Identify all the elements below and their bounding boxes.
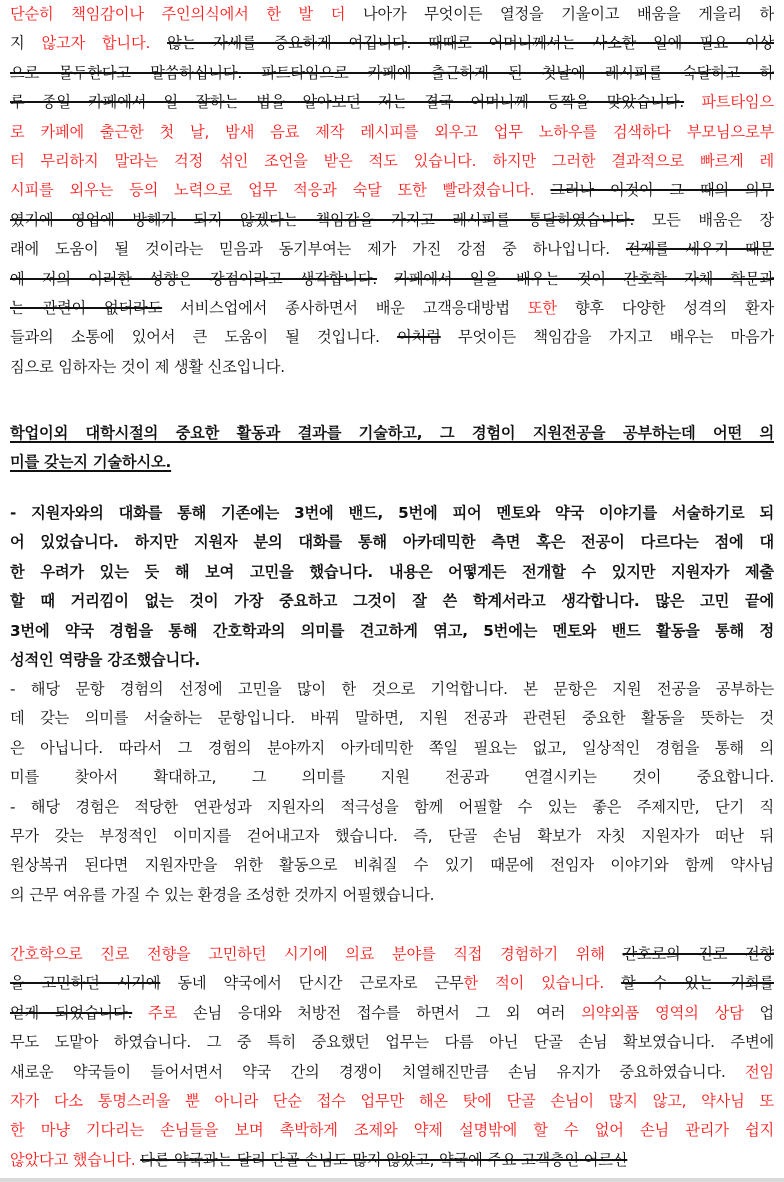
struck-text: 얻게 되었습니다.: [10, 1003, 133, 1022]
text-segment: 한 우려가 있는 듯 해 보여 고민을 했습니다. 내용은 어떻게든 전개할 수 있지만 지원자가 제출: [10, 562, 774, 581]
struck-text: 이처럼: [397, 328, 441, 347]
text-line: [10, 1087, 774, 1116]
highlighted-text: 시피를 외우는 등의 노력으로 업무 적응과 숙달 또한 빨라졌습니다.: [10, 181, 535, 200]
text-segment: 들과의 소통에 있어서 큰 도움이 될 것입니다.: [10, 328, 398, 347]
text-line: [10, 617, 774, 646]
text-line: [10, 147, 774, 176]
text-segment: 지: [10, 34, 42, 53]
text-segment: 서비스업에서 종사하면서 배운 고객응대방법: [162, 298, 528, 317]
text-segment: 데 갖는 의미를 서술하는 문항입니다. 바꿔 말하면, 지원 전공과 관련된 중요한 활동을 뜻하는 것: [10, 709, 774, 728]
struck-text: 는 관련이 없더라도: [10, 298, 163, 317]
text-segment: 향후 다양한 성격의 환자: [556, 298, 774, 317]
text-segment: 나아가 무엇이든 열정을 기울이고 배움을 게을리 하: [345, 5, 774, 23]
highlighted-text: 자가 다소 통명스러울 뿐 아니라 단순 접수 업무만 해온 탓에 단골 손님이 많지 않고, 약사님 또: [10, 1091, 774, 1110]
text-line: [10, 448, 774, 477]
text-segment: 미를 찾아서 확대하고, 그 의미를 지원 전공과 연결시키는 것이 중요합니다.: [10, 768, 774, 787]
text-segment: 의 근무 여유를 가질 수 있는 환경을 조성한 것까지 어필했습니다.: [10, 885, 435, 904]
text-segment: - 지원자와의 대화를 통해 기존에는 3번에 밴드, 5번에 피어 멘토와 약국 이야기를 서술하기로 되: [10, 504, 774, 522]
highlighted-text: 단순히 책임감이나 주인의식에서 한 발 더: [10, 5, 346, 23]
text-segment: 업: [743, 1003, 774, 1022]
text-segment: 성적인 역량을 강조했습니다.: [10, 650, 201, 669]
text-line: [10, 353, 774, 382]
struck-text: 였기에 영업에 방해가 되지 않겠다는 책임감을 가지고 레시피를 통달하였습니다.: [10, 210, 635, 229]
question-heading: [10, 419, 774, 478]
text-line: [10, 265, 774, 294]
text-line: [10, 419, 774, 448]
text-segment: 미를 갖는지 기술하시오.: [10, 453, 172, 472]
struck-text: 에 저의 이러한 성향은 강점이라고 생각합니다.: [10, 269, 378, 288]
text-segment: 은 아닙니다. 따라서 그 경험의 분야까지 아카데믹한 쪽일 필요는 없고, 일상적인 경험을 통해 의: [10, 738, 774, 757]
text-line: [10, 0, 774, 29]
text-segment: 무가 갖는 부정적인 이미지를 걷어내고자 했습니다. 즉, 단골 손님 확보가 자칫 지원자가 떠난 뒤: [10, 826, 774, 845]
text-line: [10, 969, 774, 998]
paragraph-pharmacy-experience: [10, 940, 774, 1175]
page-bottom-edge: [0, 1178, 784, 1182]
text-line: [10, 294, 774, 323]
text-line: [10, 176, 774, 205]
text-line: [10, 1058, 774, 1087]
text-line: [10, 88, 774, 117]
struck-text: 전제를 세우기 때문: [625, 240, 774, 259]
text-segment: 학업이외 대학시절의 중요한 활동과 결과를 기술하고, 그 경험이 지원전공을 공부하는데 어떤 의: [10, 424, 774, 442]
text-line: [10, 851, 774, 880]
text-line: [10, 1146, 774, 1175]
text-line: [10, 29, 774, 58]
highlighted-text: 의약외품 영역의 상담: [581, 1003, 744, 1022]
text-line: [10, 587, 774, 616]
text-line: [10, 734, 774, 763]
struck-text: 을 고민하던 시기에: [10, 974, 161, 993]
highlighted-text: 주로: [148, 1003, 178, 1022]
highlighted-text: 않았다고 했습니다.: [10, 1150, 136, 1169]
struck-text: 루 종일 카페에서 일 잘하는 법을 알아보던 저는 결국 어머니께 등짝을 맞았습니다.: [10, 93, 685, 112]
text-segment: 무도 도맡아 하였습니다. 그 중 특히 중요했던 업무는 다름 아닌 단골 손님 확보였습니다. 주변에: [10, 1033, 774, 1052]
text-segment: 원상복귀 된다면 지원자만을 위한 활동으로 비춰질 수 있기 때문에 전임자 이야기와 함께 약사님: [10, 856, 774, 875]
highlighted-text: 한 마냥 기다리는 손님들을 보며 촉박하게 조제와 약제 설명밖에 할 수 없어 손님 관리가 쉽지: [10, 1121, 774, 1140]
text-segment: [377, 270, 394, 288]
text-line: [10, 558, 774, 587]
text-segment: - 해당 경험은 적당한 연관성과 지원자의 적극성을 함께 어필할 수 있는 좋은 주제지만, 단기 직: [10, 797, 774, 816]
text-line: [10, 999, 774, 1028]
text-segment: 어 있었습니다. 하지만 지원자 분의 대화를 통해 아카데믹한 측면 혹은 전공이 다르다는 점에 대: [10, 533, 774, 552]
text-segment: 할 때 거리낌이 없는 것이 가장 중요하고 그것이 잘 쓴 학계서라고 생각합니다. 많은 고민 끝에: [10, 592, 774, 611]
text-segment: [605, 945, 623, 963]
consultant-notes: [10, 675, 774, 910]
text-line: [10, 822, 774, 851]
text-segment: 3번에 약국 경험을 통해 간호학과의 의미를 견고하게 엮고, 5번에는 멘토와 밴드 활동을 통해 정: [10, 621, 774, 640]
text-segment: 모든 배움은 장: [634, 210, 774, 229]
text-segment: - 해당 문항 경험의 선정에 고민을 많이 한 것으로 기억합니다. 본 문항은 지원 전공을 공부하는: [10, 680, 774, 698]
struck-text: 카페에서 일을 배우는 것이 간호학 자체 학문과: [394, 269, 774, 288]
text-line: [10, 793, 774, 822]
text-line: [10, 323, 774, 352]
text-line: [10, 646, 774, 675]
text-line: [10, 763, 774, 792]
struck-text: 그러나 이것이 그 때의 의무: [550, 181, 774, 200]
text-line: [10, 1028, 774, 1057]
highlighted-text: 파트타임으: [684, 93, 774, 112]
paragraph-cafe-experience: [10, 0, 774, 382]
highlighted-text: 않고자 합니다.: [41, 34, 151, 53]
highlighted-text: 전임: [744, 1062, 774, 1081]
text-line: [10, 499, 774, 528]
text-segment: 래에 도움이 될 것이라는 믿음과 동기부여는 제가 가진 강점 중 하나입니다.: [10, 240, 626, 259]
struck-text: 간호로의 진로 전향: [622, 945, 774, 963]
text-segment: [604, 974, 621, 992]
text-line: [10, 118, 774, 147]
text-line: [10, 206, 774, 235]
highlighted-text: 또한: [527, 298, 557, 317]
text-segment: 동네 약국에서 단시간 근로자로 근무: [160, 974, 464, 993]
text-segment: [534, 181, 550, 199]
text-line: [10, 675, 774, 704]
highlighted-text: 터 무리하지 말라는 걱정 섞인 조언을 받은 적도 있습니다. 하지만 그러한 결과적으로 빠르게 레: [10, 151, 774, 170]
text-segment: [132, 1004, 148, 1022]
consultant-notes-bold: [10, 499, 774, 675]
highlighted-text: 로 카페에 출근한 첫 날, 밤새 음료 제작 레시피를 외우고 업무 노하우를 검색하다 부모님으로부: [10, 122, 774, 141]
text-line: [10, 704, 774, 733]
text-segment: 새로운 약국들이 들어서면서 약국 간의 경쟁이 치열해진만큼 손님 유지가 중요하였습니다.: [10, 1062, 745, 1081]
highlighted-text: 한 적이 있습니다.: [463, 974, 605, 993]
struck-text: 않는 자세를 중요하게 여깁니다. 때때로 어머니께서는 사소한 일에 필요 이상: [167, 34, 774, 53]
text-segment: [150, 34, 167, 52]
struck-text: 다른 약국과는 달리 단골 손님도 많지 않았고, 약국에 주요 고객층인 어르신: [140, 1150, 628, 1169]
struck-text: 으로 몰두한다고 말씀하십니다. 파트타임으로 카페에 출근하게 된 첫날에 레시피를 숙달하고 하: [10, 63, 774, 82]
text-line: [10, 59, 774, 88]
text-line: [10, 1116, 774, 1145]
struck-text: 할 수 있는 기회를: [621, 974, 774, 993]
text-line: [10, 940, 774, 969]
text-segment: 손님 응대와 처방전 접수를 하면서 그 외 여러: [177, 1003, 582, 1022]
text-line: [10, 881, 774, 910]
highlighted-text: 간호학으로 진로 전향을 고민하던 시기에 의료 분야를 직접 경험하기 위해: [10, 945, 605, 963]
text-line: [10, 528, 774, 557]
text-line: [10, 235, 774, 264]
text-segment: 짐으로 임하자는 것이 제 생활 신조입니다.: [10, 357, 285, 376]
text-segment: 무엇이든 책임감을 가지고 배우는 마음가: [440, 328, 774, 347]
